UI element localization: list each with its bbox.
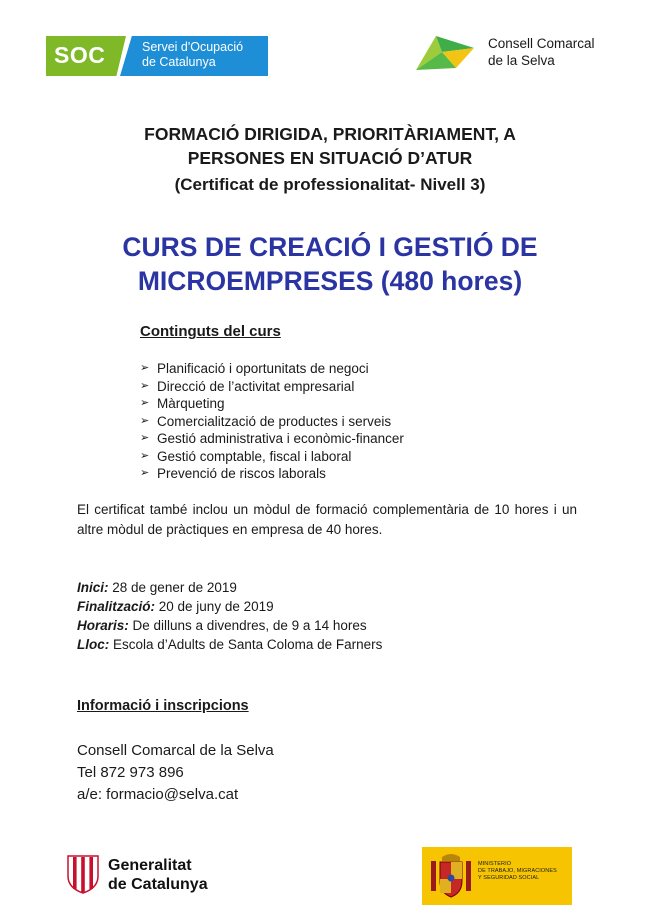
- arrow-bullet-icon: ➢: [140, 379, 150, 392]
- list-item-label: Gestió administrativa i econòmic-financer: [157, 431, 404, 446]
- soc-name: Servei d'Ocupació de Catalunya: [142, 40, 244, 69]
- ministerio-logo: [422, 847, 572, 905]
- soc-logo: [46, 36, 268, 76]
- spain-coat-of-arms-icon: [428, 851, 474, 901]
- arrow-bullet-icon: ➢: [140, 449, 150, 462]
- consell-comarcal-logo: [412, 30, 602, 76]
- info-title: Informació i inscripcions: [77, 698, 249, 714]
- start-label: Inici:: [77, 580, 109, 595]
- course-details: [77, 578, 382, 654]
- list-item-label: Màrqueting: [157, 396, 225, 411]
- arrow-bullet-icon: ➢: [140, 362, 150, 374]
- hours-value: De dilluns a divendres, de 9 a 14 hores: [128, 618, 367, 633]
- list-item: [140, 465, 404, 483]
- heading-line-2: PERSONES EN SITUACIÓ D’ATUR: [187, 148, 473, 168]
- list-item: [140, 430, 404, 448]
- end-value: 20 de juny de 2019: [155, 599, 274, 614]
- list-item: [140, 448, 404, 466]
- place-value: Escola d’Adults de Santa Coloma de Farners: [109, 637, 383, 652]
- heading-line-3: (Certificat de professionalitat- Nivell 3): [174, 175, 486, 194]
- heading-line-1: FORMACIÓ DIRIGIDA, PRIORITÀRIAMENT, A: [144, 124, 516, 144]
- consell-comarcal-mark-icon: [412, 30, 478, 76]
- course-title-line-1: CURS DE CREACIÓ I GESTIÓ DE: [122, 232, 538, 262]
- contact-org: Consell Comarcal de la Selva: [77, 742, 274, 759]
- location: [77, 635, 382, 654]
- list-item: [140, 360, 404, 378]
- contact-email[interactable]: a/e: formacio@selva.cat: [77, 786, 239, 803]
- end-label: Finalització:: [77, 599, 156, 614]
- arrow-bullet-icon: ➢: [140, 397, 150, 409]
- arrow-bullet-icon: ➢: [140, 432, 150, 444]
- list-item-label: Gestió comptable, fiscal i laboral: [157, 448, 352, 464]
- generalitat-name: Generalitat de Catalunya: [108, 857, 208, 893]
- schedule: [77, 616, 382, 635]
- certificate-note: El certificat també inclou un mòdul de formació complementària de 10 hores i un altre mòdul de pràctiques en empresa de 40 hores.: [77, 502, 577, 537]
- senyera-mark-icon: [66, 854, 100, 894]
- list-item-label: Direcció de l’activitat empresarial: [157, 378, 355, 394]
- end-date: [77, 597, 382, 616]
- contents-list: [140, 360, 404, 483]
- start-value: 28 de gener de 2019: [108, 580, 237, 595]
- soc-abbr: SOC: [54, 42, 106, 68]
- contact-block: [77, 740, 274, 806]
- ministerio-name: MINISTERIO DE TRABAJO, MIGRACIONES Y SEGURIDAD SOCIAL: [478, 861, 557, 881]
- list-item: [140, 395, 404, 413]
- list-item: [140, 378, 404, 396]
- place-label: Lloc:: [77, 637, 110, 652]
- generalitat-logo: [66, 854, 246, 896]
- course-title-line-2: MICROEMPRESES (480 hores): [137, 266, 523, 296]
- start-date: [77, 578, 382, 597]
- hours-label: Horaris:: [77, 618, 129, 633]
- consell-comarcal-name: Consell Comarcal de la Selva: [488, 36, 595, 68]
- arrow-bullet-icon: ➢: [140, 467, 150, 479]
- contact-phone: Tel 872 973 896: [77, 764, 184, 781]
- list-item-label: Planificació i oportunitats de negoci: [157, 361, 369, 376]
- list-item: [140, 413, 404, 431]
- list-item-label: Comercialització de productes i serveis: [157, 413, 392, 429]
- list-item-label: Prevenció de riscos laborals: [157, 466, 326, 481]
- contents-title: Continguts del curs: [140, 323, 281, 340]
- arrow-bullet-icon: ➢: [140, 414, 150, 427]
